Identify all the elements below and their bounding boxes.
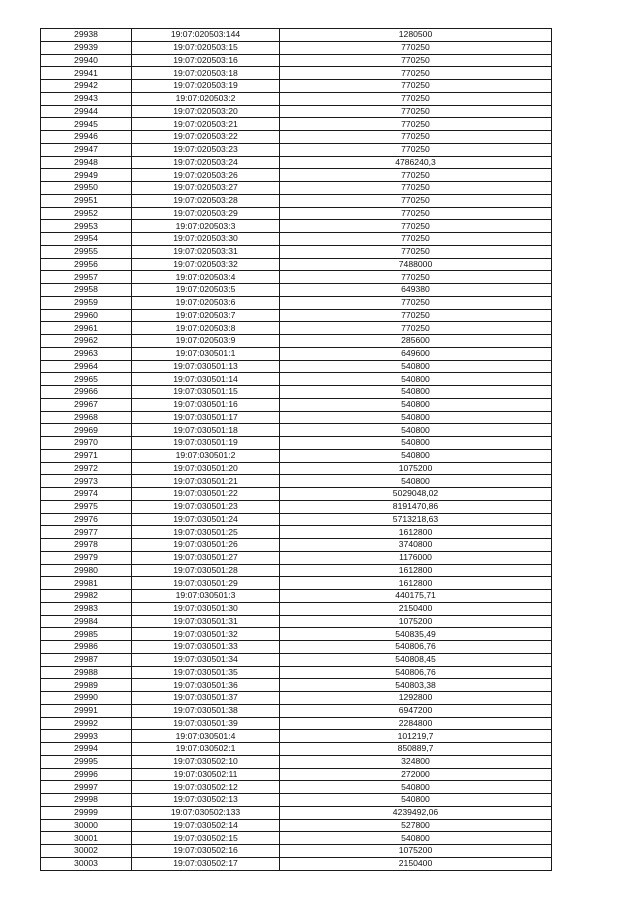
- value-cell: 540835,49: [280, 628, 552, 641]
- cadastral-number-cell: 19:07:030501:34: [132, 653, 280, 666]
- table-row: [41, 743, 552, 756]
- table-row: [41, 641, 552, 654]
- row-number-cell: 29968: [41, 411, 132, 424]
- value-cell: 540800: [280, 386, 552, 399]
- cadastral-number-cell: 19:07:030501:31: [132, 615, 280, 628]
- value-cell: 6947200: [280, 704, 552, 717]
- row-number-cell: 29947: [41, 143, 132, 156]
- value-cell: 1280500: [280, 29, 552, 42]
- table-row: [41, 730, 552, 743]
- value-cell: 850889,7: [280, 743, 552, 756]
- cadastral-number-cell: 19:07:030501:35: [132, 666, 280, 679]
- table-row: [41, 602, 552, 615]
- table-row: [41, 105, 552, 118]
- row-number-cell: 29951: [41, 194, 132, 207]
- row-number-cell: 29998: [41, 794, 132, 807]
- table-row: [41, 857, 552, 870]
- table-row: [41, 258, 552, 271]
- table-row: [41, 411, 552, 424]
- value-cell: 770250: [280, 296, 552, 309]
- row-number-cell: 29939: [41, 41, 132, 54]
- table-row: [41, 590, 552, 603]
- table-row: [41, 220, 552, 233]
- cadastral-number-cell: 19:07:020503:9: [132, 335, 280, 348]
- table-row: [41, 373, 552, 386]
- table-row: [41, 245, 552, 258]
- table-row: [41, 768, 552, 781]
- table-row: [41, 347, 552, 360]
- value-cell: 770250: [280, 143, 552, 156]
- cadastral-number-cell: 19:07:030501:30: [132, 602, 280, 615]
- cadastral-number-cell: 19:07:020503:7: [132, 309, 280, 322]
- row-number-cell: 30000: [41, 819, 132, 832]
- cadastral-number-cell: 19:07:030501:18: [132, 424, 280, 437]
- row-number-cell: 29941: [41, 67, 132, 80]
- cadastral-number-cell: 19:07:020503:32: [132, 258, 280, 271]
- value-cell: 770250: [280, 54, 552, 67]
- cadastral-number-cell: 19:07:030501:38: [132, 704, 280, 717]
- value-cell: 770250: [280, 131, 552, 144]
- table-row: [41, 755, 552, 768]
- cadastral-number-cell: 19:07:030501:4: [132, 730, 280, 743]
- row-number-cell: 29980: [41, 564, 132, 577]
- table-row: [41, 832, 552, 845]
- value-cell: 770250: [280, 105, 552, 118]
- cadastral-number-cell: 19:07:030501:13: [132, 360, 280, 373]
- table-row: [41, 92, 552, 105]
- row-number-cell: 29974: [41, 488, 132, 501]
- table-row: [41, 717, 552, 730]
- cadastral-number-cell: 19:07:020503:15: [132, 41, 280, 54]
- table-row: [41, 564, 552, 577]
- value-cell: 1612800: [280, 577, 552, 590]
- row-number-cell: 29965: [41, 373, 132, 386]
- table-row: [41, 398, 552, 411]
- cadastral-number-cell: 19:07:020503:19: [132, 80, 280, 93]
- table-row: [41, 182, 552, 195]
- value-cell: 540800: [280, 781, 552, 794]
- row-number-cell: 29957: [41, 271, 132, 284]
- value-cell: 1612800: [280, 526, 552, 539]
- table-row: [41, 615, 552, 628]
- cadastral-number-cell: 19:07:030501:28: [132, 564, 280, 577]
- row-number-cell: 29949: [41, 169, 132, 182]
- table-row: [41, 131, 552, 144]
- value-cell: 540800: [280, 411, 552, 424]
- value-cell: 770250: [280, 182, 552, 195]
- table-row: [41, 386, 552, 399]
- row-number-cell: 29981: [41, 577, 132, 590]
- cadastral-number-cell: 19:07:030501:27: [132, 551, 280, 564]
- cadastral-number-cell: 19:07:020503:16: [132, 54, 280, 67]
- row-number-cell: 29978: [41, 539, 132, 552]
- value-cell: 2284800: [280, 717, 552, 730]
- table-row: [41, 67, 552, 80]
- cadastral-number-cell: 19:07:030502:17: [132, 857, 280, 870]
- value-cell: 540803,38: [280, 679, 552, 692]
- table-body: [41, 29, 552, 871]
- table-row: [41, 539, 552, 552]
- row-number-cell: 29969: [41, 424, 132, 437]
- cadastral-number-cell: 19:07:030501:39: [132, 717, 280, 730]
- cadastral-number-cell: 19:07:020503:31: [132, 245, 280, 258]
- row-number-cell: 29972: [41, 462, 132, 475]
- table-row: [41, 704, 552, 717]
- row-number-cell: 29961: [41, 322, 132, 335]
- row-number-cell: 29976: [41, 513, 132, 526]
- cadastral-number-cell: 19:07:030501:15: [132, 386, 280, 399]
- cadastral-number-cell: 19:07:020503:144: [132, 29, 280, 42]
- table-row: [41, 666, 552, 679]
- table-row: [41, 488, 552, 501]
- row-number-cell: 30001: [41, 832, 132, 845]
- value-cell: 440175,71: [280, 590, 552, 603]
- table-row: [41, 628, 552, 641]
- row-number-cell: 29944: [41, 105, 132, 118]
- row-number-cell: 29960: [41, 309, 132, 322]
- value-cell: 770250: [280, 41, 552, 54]
- value-cell: 540800: [280, 437, 552, 450]
- table-row: [41, 781, 552, 794]
- value-cell: 770250: [280, 245, 552, 258]
- value-cell: 4786240,3: [280, 156, 552, 169]
- cadastral-number-cell: 19:07:030502:11: [132, 768, 280, 781]
- row-number-cell: 29984: [41, 615, 132, 628]
- row-number-cell: 29942: [41, 80, 132, 93]
- table-row: [41, 80, 552, 93]
- row-number-cell: 29982: [41, 590, 132, 603]
- value-cell: 649380: [280, 284, 552, 297]
- table-row: [41, 194, 552, 207]
- cadastral-number-cell: 19:07:030501:29: [132, 577, 280, 590]
- row-number-cell: 29966: [41, 386, 132, 399]
- value-cell: 540806,76: [280, 641, 552, 654]
- table-row: [41, 449, 552, 462]
- row-number-cell: 29988: [41, 666, 132, 679]
- cadastral-number-cell: 19:07:030502:12: [132, 781, 280, 794]
- row-number-cell: 29979: [41, 551, 132, 564]
- value-cell: 540800: [280, 373, 552, 386]
- table-row: [41, 322, 552, 335]
- value-cell: 540800: [280, 449, 552, 462]
- row-number-cell: 29994: [41, 743, 132, 756]
- table-row: [41, 653, 552, 666]
- row-number-cell: 29986: [41, 641, 132, 654]
- row-number-cell: 29985: [41, 628, 132, 641]
- cadastral-number-cell: 19:07:020503:27: [132, 182, 280, 195]
- cadastral-number-cell: 19:07:030501:19: [132, 437, 280, 450]
- value-cell: 1292800: [280, 692, 552, 705]
- row-number-cell: 29997: [41, 781, 132, 794]
- row-number-cell: 29954: [41, 233, 132, 246]
- row-number-cell: 29999: [41, 806, 132, 819]
- value-cell: 2150400: [280, 602, 552, 615]
- table-row: [41, 169, 552, 182]
- cadastral-number-cell: 19:07:020503:4: [132, 271, 280, 284]
- table-row: [41, 513, 552, 526]
- value-cell: 8191470,86: [280, 500, 552, 513]
- table-row: [41, 692, 552, 705]
- row-number-cell: 29956: [41, 258, 132, 271]
- value-cell: 2150400: [280, 857, 552, 870]
- row-number-cell: 30002: [41, 845, 132, 858]
- table-row: [41, 360, 552, 373]
- row-number-cell: 29967: [41, 398, 132, 411]
- value-cell: 540800: [280, 794, 552, 807]
- cadastral-number-cell: 19:07:030501:22: [132, 488, 280, 501]
- value-cell: 285600: [280, 335, 552, 348]
- row-number-cell: 29996: [41, 768, 132, 781]
- table-row: [41, 271, 552, 284]
- row-number-cell: 29953: [41, 220, 132, 233]
- cadastral-number-cell: 19:07:030501:3: [132, 590, 280, 603]
- value-cell: 5713218,63: [280, 513, 552, 526]
- row-number-cell: 29940: [41, 54, 132, 67]
- table-row: [41, 296, 552, 309]
- cadastral-number-cell: 19:07:030501:25: [132, 526, 280, 539]
- value-cell: 1075200: [280, 462, 552, 475]
- cadastral-number-cell: 19:07:030501:36: [132, 679, 280, 692]
- row-number-cell: 29975: [41, 500, 132, 513]
- cadastral-number-cell: 19:07:020503:18: [132, 67, 280, 80]
- value-cell: 540806,76: [280, 666, 552, 679]
- cadastral-number-cell: 19:07:020503:23: [132, 143, 280, 156]
- value-cell: 770250: [280, 220, 552, 233]
- cadastral-number-cell: 19:07:030502:10: [132, 755, 280, 768]
- cadastral-number-cell: 19:07:030501:24: [132, 513, 280, 526]
- value-cell: 4239492,06: [280, 806, 552, 819]
- value-cell: 649600: [280, 347, 552, 360]
- cadastral-number-cell: 19:07:020503:5: [132, 284, 280, 297]
- row-number-cell: 29959: [41, 296, 132, 309]
- value-cell: 770250: [280, 207, 552, 220]
- row-number-cell: 29950: [41, 182, 132, 195]
- table-row: [41, 462, 552, 475]
- value-cell: 770250: [280, 322, 552, 335]
- table-row: [41, 143, 552, 156]
- cadastral-number-cell: 19:07:030501:32: [132, 628, 280, 641]
- row-number-cell: 29955: [41, 245, 132, 258]
- row-number-cell: 29990: [41, 692, 132, 705]
- cadastral-number-cell: 19:07:030502:15: [132, 832, 280, 845]
- cadastral-number-cell: 19:07:020503:30: [132, 233, 280, 246]
- value-cell: 540800: [280, 475, 552, 488]
- row-number-cell: 29958: [41, 284, 132, 297]
- cadastral-number-cell: 19:07:030501:20: [132, 462, 280, 475]
- row-number-cell: 29977: [41, 526, 132, 539]
- row-number-cell: 29963: [41, 347, 132, 360]
- row-number-cell: 29962: [41, 335, 132, 348]
- table-row: [41, 526, 552, 539]
- cadastral-number-cell: 19:07:030501:2: [132, 449, 280, 462]
- table-row: [41, 475, 552, 488]
- cadastral-number-cell: 19:07:030502:13: [132, 794, 280, 807]
- table-row: [41, 424, 552, 437]
- value-cell: 1075200: [280, 615, 552, 628]
- row-number-cell: 29987: [41, 653, 132, 666]
- row-number-cell: 29993: [41, 730, 132, 743]
- cadastral-number-cell: 19:07:030501:23: [132, 500, 280, 513]
- table-row: [41, 335, 552, 348]
- table-row: [41, 41, 552, 54]
- row-number-cell: 29973: [41, 475, 132, 488]
- data-table: [40, 28, 552, 871]
- table-row: [41, 309, 552, 322]
- table-row: [41, 806, 552, 819]
- cadastral-number-cell: 19:07:030502:133: [132, 806, 280, 819]
- table-row: [41, 156, 552, 169]
- table-row: [41, 500, 552, 513]
- cadastral-number-cell: 19:07:020503:8: [132, 322, 280, 335]
- value-cell: 770250: [280, 67, 552, 80]
- cadastral-number-cell: 19:07:020503:21: [132, 118, 280, 131]
- table-row: [41, 819, 552, 832]
- cadastral-number-cell: 19:07:030501:37: [132, 692, 280, 705]
- row-number-cell: 29989: [41, 679, 132, 692]
- cadastral-number-cell: 19:07:030501:26: [132, 539, 280, 552]
- row-number-cell: 29970: [41, 437, 132, 450]
- row-number-cell: 29964: [41, 360, 132, 373]
- cadastral-number-cell: 19:07:030501:14: [132, 373, 280, 386]
- row-number-cell: 29983: [41, 602, 132, 615]
- value-cell: 770250: [280, 118, 552, 131]
- value-cell: 770250: [280, 233, 552, 246]
- value-cell: 101219,7: [280, 730, 552, 743]
- cadastral-number-cell: 19:07:020503:29: [132, 207, 280, 220]
- value-cell: 3740800: [280, 539, 552, 552]
- row-number-cell: 29946: [41, 131, 132, 144]
- table-row: [41, 233, 552, 246]
- cadastral-number-cell: 19:07:020503:3: [132, 220, 280, 233]
- row-number-cell: 29948: [41, 156, 132, 169]
- value-cell: 1075200: [280, 845, 552, 858]
- table-row: [41, 551, 552, 564]
- value-cell: 540800: [280, 360, 552, 373]
- value-cell: 770250: [280, 309, 552, 322]
- table-row: [41, 118, 552, 131]
- value-cell: 770250: [280, 92, 552, 105]
- row-number-cell: 30003: [41, 857, 132, 870]
- cadastral-number-cell: 19:07:020503:6: [132, 296, 280, 309]
- cadastral-number-cell: 19:07:030501:1: [132, 347, 280, 360]
- table-row: [41, 29, 552, 42]
- value-cell: 540808,45: [280, 653, 552, 666]
- value-cell: 1612800: [280, 564, 552, 577]
- value-cell: 7488000: [280, 258, 552, 271]
- value-cell: 770250: [280, 271, 552, 284]
- cadastral-number-cell: 19:07:030501:21: [132, 475, 280, 488]
- table-row: [41, 437, 552, 450]
- cadastral-number-cell: 19:07:020503:28: [132, 194, 280, 207]
- row-number-cell: 29995: [41, 755, 132, 768]
- value-cell: 5029048,02: [280, 488, 552, 501]
- row-number-cell: 29945: [41, 118, 132, 131]
- row-number-cell: 29943: [41, 92, 132, 105]
- cadastral-number-cell: 19:07:020503:26: [132, 169, 280, 182]
- cadastral-number-cell: 19:07:020503:2: [132, 92, 280, 105]
- cadastral-number-cell: 19:07:030502:16: [132, 845, 280, 858]
- cadastral-number-cell: 19:07:030501:33: [132, 641, 280, 654]
- cadastral-number-cell: 19:07:020503:24: [132, 156, 280, 169]
- cadastral-number-cell: 19:07:030502:1: [132, 743, 280, 756]
- cadastral-number-cell: 19:07:030502:14: [132, 819, 280, 832]
- row-number-cell: 29991: [41, 704, 132, 717]
- cadastral-number-cell: 19:07:030501:17: [132, 411, 280, 424]
- row-number-cell: 29971: [41, 449, 132, 462]
- value-cell: 272000: [280, 768, 552, 781]
- value-cell: 770250: [280, 80, 552, 93]
- value-cell: 1176000: [280, 551, 552, 564]
- table-row: [41, 794, 552, 807]
- value-cell: 540800: [280, 398, 552, 411]
- cadastral-number-cell: 19:07:020503:20: [132, 105, 280, 118]
- value-cell: 540800: [280, 424, 552, 437]
- table-row: [41, 207, 552, 220]
- value-cell: 540800: [280, 832, 552, 845]
- row-number-cell: 29952: [41, 207, 132, 220]
- cadastral-number-cell: 19:07:020503:22: [132, 131, 280, 144]
- value-cell: 770250: [280, 169, 552, 182]
- value-cell: 324800: [280, 755, 552, 768]
- table-row: [41, 54, 552, 67]
- table-row: [41, 577, 552, 590]
- value-cell: 770250: [280, 194, 552, 207]
- value-cell: 527800: [280, 819, 552, 832]
- row-number-cell: 29938: [41, 29, 132, 42]
- table-row: [41, 679, 552, 692]
- cadastral-number-cell: 19:07:030501:16: [132, 398, 280, 411]
- row-number-cell: 29992: [41, 717, 132, 730]
- table-row: [41, 845, 552, 858]
- table-row: [41, 284, 552, 297]
